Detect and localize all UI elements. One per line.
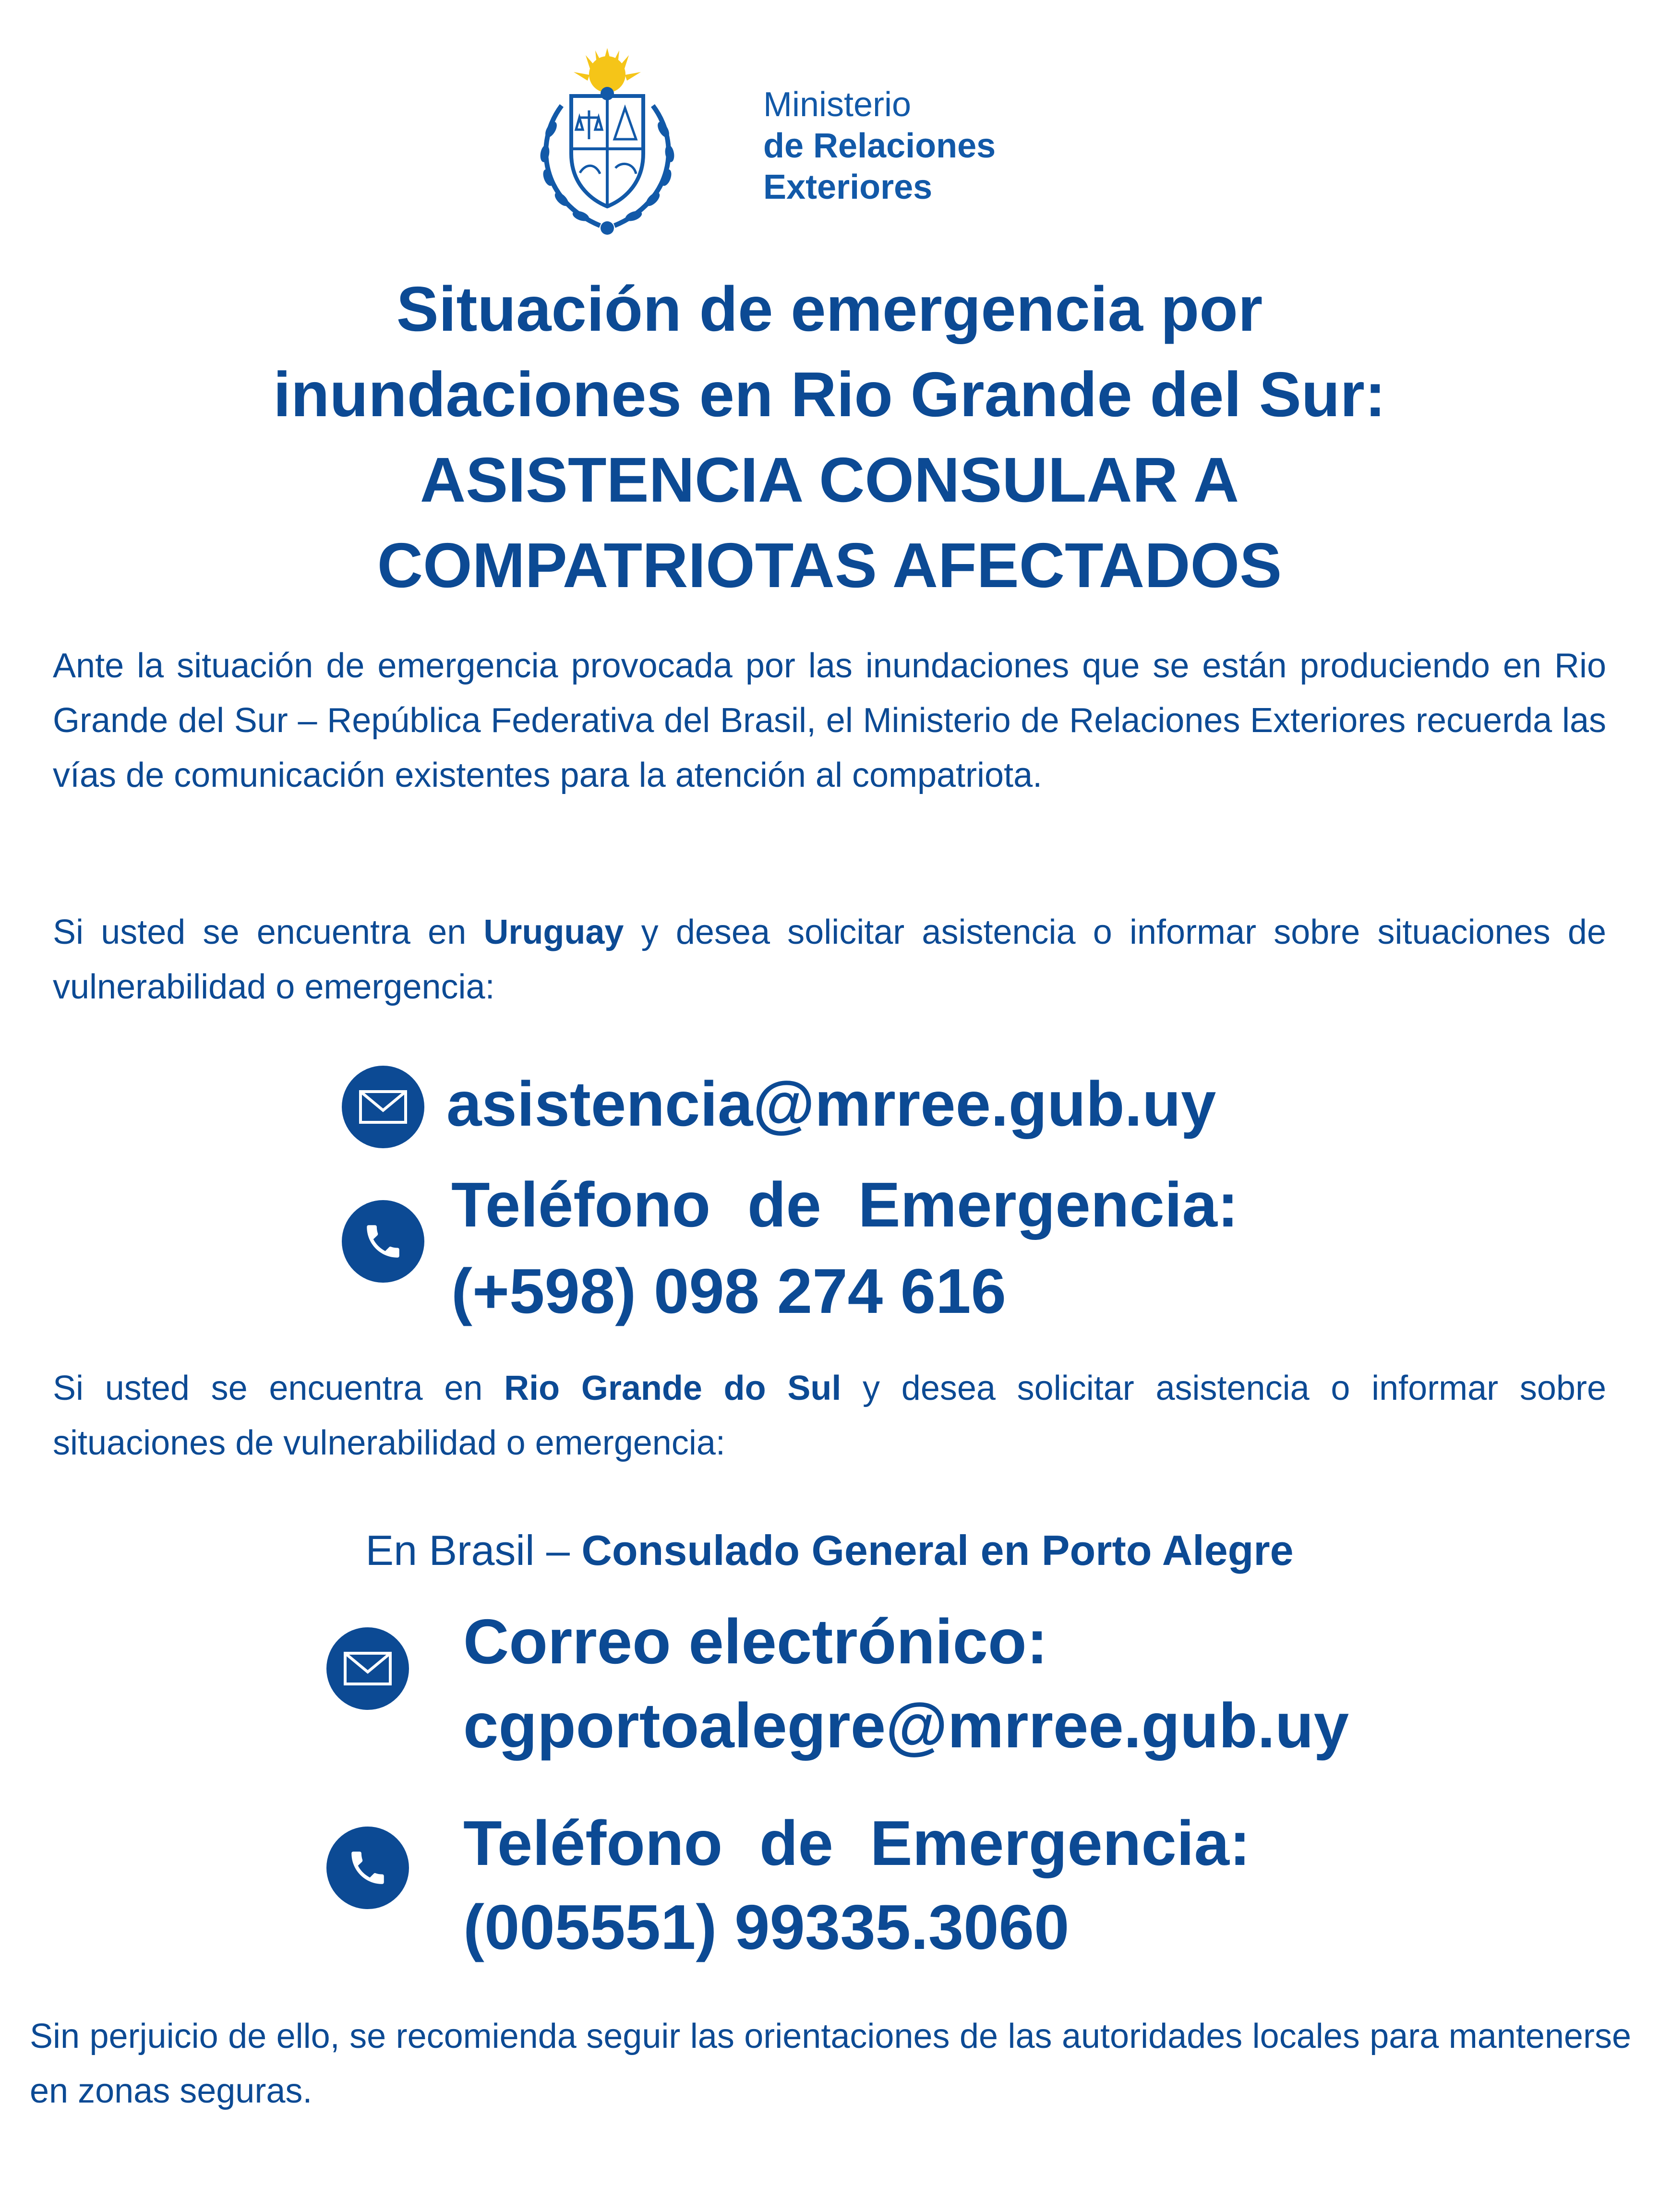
consulate-phone-number[interactable]: (005551) 99335.3060	[463, 1892, 1070, 1962]
consulate-line	[0, 1519, 1659, 1582]
rs-text-before: Si usted se encuentra en	[53, 1369, 505, 1407]
phone-icon	[326, 1827, 409, 1909]
page-title	[96, 266, 1563, 608]
consulate-name: Consulado General en Porto Alegre	[581, 1527, 1294, 1574]
ministry-line-3: Exteriores	[763, 168, 933, 206]
consulate-email-label: Correo electrónico:	[463, 1606, 1048, 1677]
uruguay-paragraph	[53, 905, 1606, 1014]
phone-icon	[342, 1200, 424, 1283]
ministry-name	[763, 84, 1099, 208]
rio-grande-paragraph	[53, 1361, 1606, 1470]
title-line-4: COMPATRIOTAS AFECTADOS	[377, 530, 1282, 601]
uruguay-text-before: Si usted se encuentra en	[53, 913, 484, 951]
sun-icon	[574, 48, 641, 93]
consulate-phone-label: Teléfono de Emergencia:	[463, 1808, 1250, 1878]
handset-icon	[361, 1220, 405, 1263]
uruguay-place: Uruguay	[483, 913, 624, 951]
intro-paragraph: Ante la situación de emergencia provocada por las inundaciones que se están produciendo en Rio Grande del Sur – República Federativa del Brasil, el Ministerio de Relaciones Exteriores recuerda las vías de comunicación existentes para la atención al compatriota.	[53, 647, 1606, 794]
consulate-email-link[interactable]: cgportoalegre@mrree.gub.uy	[463, 1690, 1349, 1761]
title-line-3: ASISTENCIA CONSULAR A	[420, 445, 1239, 515]
title-line-1: Situación de emergencia por	[396, 274, 1263, 344]
closing-paragraph: Sin perjuicio de ello, se recomienda seguir las orientaciones de las autoridades locales para mantenerse en zonas seguras.	[30, 2017, 1631, 2110]
envelope-icon	[359, 1090, 407, 1124]
coat-of-arms-logo	[523, 48, 691, 240]
uruguay-phone-number[interactable]: (+598) 098 274 616	[451, 1256, 1006, 1326]
title-line-2: inundaciones en Rio Grande del Sur:	[273, 359, 1386, 430]
uruguay-text-after: y desea solicitar asistencia o informar sobre situaciones de vulnerabilidad o emergencia:	[53, 913, 1606, 1006]
coat-of-arms-icon	[523, 48, 691, 240]
email-icon	[342, 1066, 424, 1148]
uruguay-email-link[interactable]: asistencia@mrree.gub.uy	[446, 1069, 1216, 1139]
email-icon	[326, 1627, 409, 1710]
ministry-line-2: de Relaciones	[763, 127, 996, 165]
rs-place: Rio Grande do Sul	[504, 1369, 842, 1407]
handset-icon	[346, 1846, 389, 1889]
ministry-line-1: Ministerio	[763, 85, 912, 124]
envelope-icon	[344, 1652, 392, 1685]
brasil-prefix: En Brasil –	[365, 1527, 582, 1574]
rs-text-after: y desea solicitar asistencia o informar sobre situaciones de vulnerabilidad o emergencia:	[53, 1369, 1606, 1462]
uruguay-phone-label: Teléfono de Emergencia:	[451, 1169, 1238, 1240]
